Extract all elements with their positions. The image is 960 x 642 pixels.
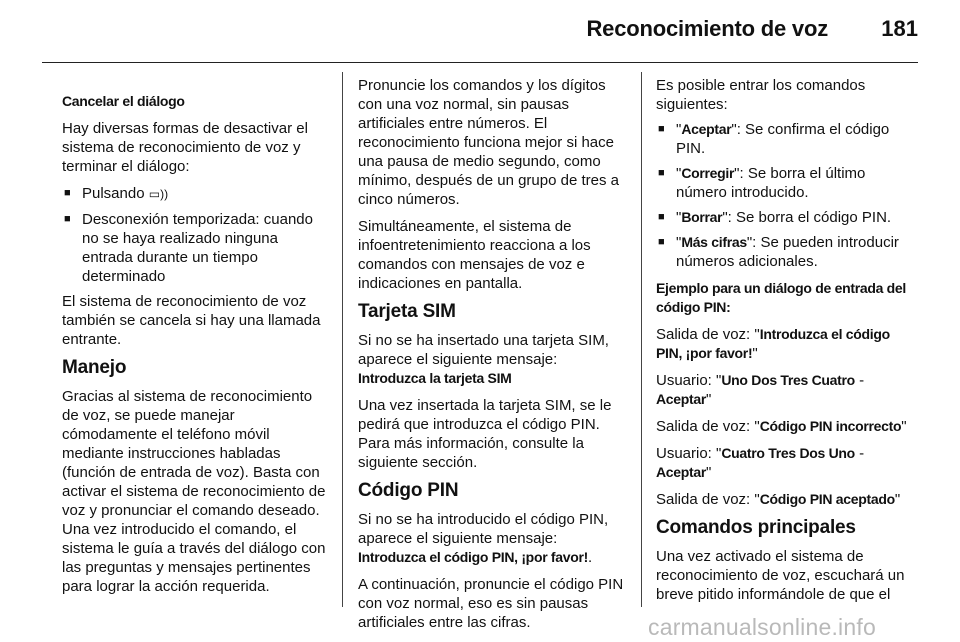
column-3	[656, 76, 918, 612]
main-commands-text: Una vez activado el sistema de reconocimiento de voz, escuchará un breve pitido informándole de que el	[656, 548, 905, 603]
bullet-mas-cifras: ■ "Más cifras": Se pueden introducir números adicionales.	[658, 234, 899, 270]
column-1	[62, 92, 330, 604]
col2-p2: Simultáneamente, el sistema de infoentretenimiento reacciona a los comandos con mensajes de voz e indicaciones en pantalla.	[358, 218, 591, 292]
dialog-out-3: Salida de voz: "Código PIN aceptado"	[656, 491, 901, 508]
bullet-marker: ■	[64, 213, 71, 225]
cmd-aceptar-desc: : Se confirma el código PIN.	[676, 121, 890, 157]
bullet-press	[62, 184, 330, 204]
cmd-borrar: Borrar	[681, 209, 723, 225]
pin-heading: Código PIN	[358, 480, 459, 501]
manejo-text: Gracias al sistema de reconocimiento de voz, se puede manejar cómodamente el teléfono móvil mediante instrucciones habladas (función de entrada de voz). Basta con activar el sistema de reconocimiento de voz y pronunciar el comando deseado. Una vez introducido el comando, el sistema le guía a través del diálogo con las preguntas y mensajes pertinentes para lograr la acción requerida.	[62, 388, 326, 595]
bullet-marker: ■	[658, 236, 665, 248]
cmd-corregir-desc: : Se borra el último número introducido.	[676, 165, 866, 201]
bullet-corregir: ■ "Corregir": Se borra el último número introducido.	[658, 165, 866, 201]
bullet-marker: ■	[658, 211, 665, 223]
sim-after: Una vez insertada la tarjeta SIM, se le pedirá que introduzca el código PIN. Para más información, consulte la siguiente sección.	[358, 397, 612, 471]
bullet-marker: ■	[658, 123, 665, 135]
bullet-press-text: Pulsando	[82, 185, 145, 202]
cmd-mas-cifras: Más cifras	[681, 234, 747, 250]
cmd-aceptar: Aceptar	[681, 121, 732, 137]
main-commands-heading: Comandos principales	[656, 517, 856, 538]
pin-after: A continuación, pronuncie el código PIN con voz normal, eso es sin pausas artificiales entre las cifras.	[358, 576, 624, 631]
commands-intro: Es posible entrar los comandos siguientes:	[656, 77, 866, 113]
sim-message: Introduzca la tarjeta SIM	[358, 370, 512, 386]
bullet-timeout	[62, 210, 330, 286]
cmd-borrar-desc: : Se borra el código PIN.	[727, 209, 892, 226]
pin-message-period: .	[588, 549, 593, 566]
example-heading: Ejemplo para un diálogo de entrada del código PIN:	[656, 280, 906, 315]
cancel-heading: Cancelar el diálogo	[62, 93, 185, 109]
page-header-title: Reconocimiento de voz	[586, 16, 828, 41]
dialog-out-2: Salida de voz: "Código PIN incorrecto"	[656, 418, 907, 435]
sim-text: Si no se ha insertado una tarjeta SIM, aparece el siguiente mensaje:	[358, 332, 609, 368]
pin-message: Introduzca el código PIN, ¡por favor!	[358, 549, 589, 565]
manejo-heading: Manejo	[62, 357, 127, 378]
bullet-marker: ■	[658, 167, 665, 179]
bullet-aceptar: ■ "Aceptar": Se confirma el código PIN.	[658, 121, 890, 157]
dialog-user-1: Usuario: "Uno Dos Tres Cuatro - Aceptar"	[656, 372, 865, 408]
cmd-mas-cifras-desc: : Se pueden introducir números adicionales.	[676, 234, 899, 270]
sim-heading: Tarjeta SIM	[358, 301, 456, 322]
pin-message-line	[358, 548, 624, 567]
pin-text: Si no se ha introducido el código PIN, aparece el siguiente mensaje:	[358, 511, 609, 547]
bullet-marker: ■	[64, 187, 71, 199]
cmd-corregir: Corregir	[681, 165, 735, 181]
col2-p1: Pronuncie los comandos y los dígitos con una voz normal, sin pausas artificiales entre números. El reconocimiento funciona mejor si hace una pausa de medio segundo, como mínimo, después de un grupo de tres a cinco números.	[358, 77, 619, 208]
header-rule	[42, 62, 918, 63]
page-number: 181	[881, 16, 918, 41]
dialog-out-1: Salida de voz: "Introduzca el código PIN, ¡por favor!"	[656, 326, 890, 362]
voice-icon: ▭))	[148, 187, 169, 201]
cancel-intro: Hay diversas formas de desactivar el sistema de reconocimiento de voz y terminar el diálogo:	[62, 120, 308, 175]
column-divider-1	[342, 72, 343, 607]
cancel-call-text: El sistema de reconocimiento de voz también se cancela si hay una llamada entrante.	[62, 293, 321, 348]
column-2	[358, 76, 624, 640]
bullet-timeout-text: Desconexión temporizada: cuando no se haya realizado ninguna entrada durante un tiempo determinado	[82, 211, 313, 285]
watermark: carmanualsonline.info	[648, 614, 876, 640]
bullet-borrar: ■ "Borrar": Se borra el código PIN.	[658, 209, 892, 226]
dialog-user-2: Usuario: "Cuatro Tres Dos Uno - Aceptar"	[656, 445, 865, 481]
column-divider-2	[641, 72, 642, 607]
